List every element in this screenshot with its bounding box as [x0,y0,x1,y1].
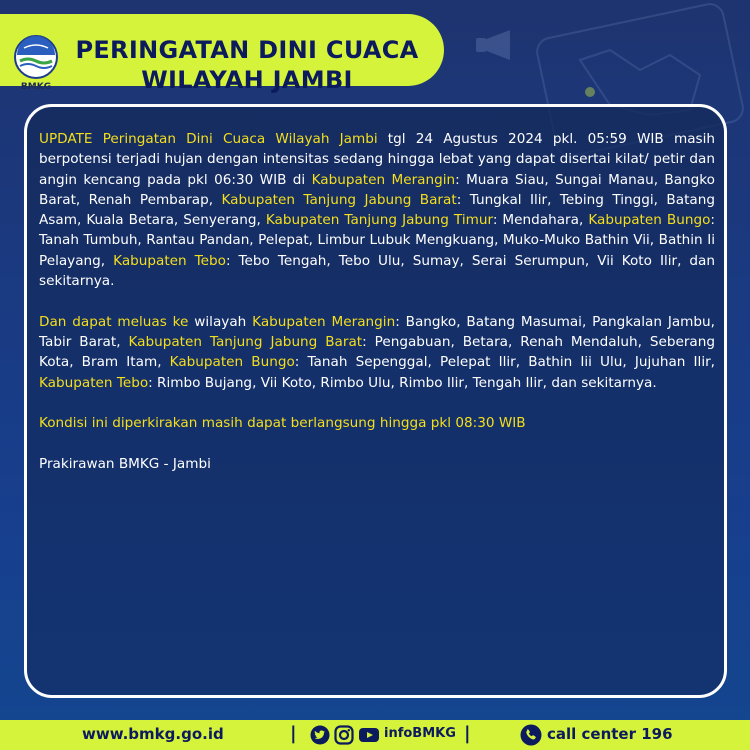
page-title [72,35,422,95]
logo-text: BMKG [20,82,52,92]
update-heading: UPDATE Peringatan Dini Cuaca Wilayah Jambi [39,131,378,147]
social-handle[interactable]: infoBMKG [384,726,456,741]
footer-separator: | [464,723,471,744]
region-label: Kabupaten Bungo [588,212,711,229]
text-span: : Mendahara, [492,212,589,229]
footer-bar [0,720,750,750]
warning-paragraph-1 [39,129,715,291]
text-span: : Pengabuan, Betara, Renah Mendaluh, Seberang Kota, Bram Itam, [39,333,716,371]
spread-heading: Dan dapat meluas ke [39,313,189,330]
warning-content [39,129,715,494]
bmkg-logo [12,34,60,94]
warning-paragraph-2 [39,312,715,393]
instagram-icon[interactable] [334,725,354,745]
signature-text: Prakirawan BMKG - Jambi [39,455,211,472]
header-banner [0,14,444,94]
region-label: Kabupaten Tanjung Jabung Barat [128,333,363,350]
region-label: Kabupaten Bungo [169,354,295,371]
website-link[interactable]: www.bmkg.go.id [82,725,224,743]
footer-separator: | [290,723,297,744]
warning-panel [24,104,727,698]
text-span: : Rimbo Bujang, Vii Koto, Rimbo Ulu, Rimbo Ilir, Tengah Ilir, dan sekitarnya. [148,374,657,391]
youtube-icon[interactable] [358,725,380,745]
region-label: Kabupaten Merangin [252,313,396,330]
social-icons [310,725,380,745]
text-span: : Bangko, Batang Masumai, Pangkalan Jambu, Tabir Barat, [39,313,715,350]
text-span: : Tanah Tumbuh, Rantau Pandan, Pelepat, Limbur Lubuk Mengkuang, Muko-Muko Bathin Vii, Bathin Ii Pelayang, [39,212,715,269]
call-center-text[interactable]: call center 196 [547,725,673,743]
title-line-2: WILAYAH JAMBI [141,66,353,94]
text-span: wilayah [188,313,253,330]
region-label: Kabupaten Tebo [113,252,226,269]
bmkg-logo-icon [12,34,60,80]
condition-text: Kondisi ini diperkirakan masih dapat berlangsung hingga pkl 08:30 WIB [39,415,526,432]
text-span: : Muara Siau, Sungai Manau, Bangko Barat, Renah Pembarap, [39,171,715,208]
text-span: : Tebo Tengah, Tebo Ulu, Sumay, Serai Serumpun, Vii Koto Ilir, dan sekitarnya. [39,252,716,290]
twitter-icon[interactable] [310,725,330,745]
title-line-1: PERINGATAN DINI CUACA [75,36,419,64]
text-span: : Tungkal Ilir, Tebing Tinggi, Batang Asam, Kuala Betara, Senyerang, [39,191,715,229]
region-label: Kabupaten Tanjung Jabung Timur [265,212,493,229]
region-label: Kabupaten Tanjung Jabung Barat [221,191,457,208]
region-label: Kabupaten Merangin [311,171,456,188]
phone-icon[interactable] [520,724,542,746]
text-span: : Tanah Sepenggal, Pelepat Ilir, Bathin Iii Ulu, Jujuhan Ilir, [294,354,716,371]
region-label: Kabupaten Tebo [39,374,149,391]
text-span: tgl 24 Agustus 2024 pkl. 05:59 WIB masih berpotensi terjadi hujan dengan intensitas sedang hingga lebat yang dapat disertai kilat/ petir dan angin kencang pada pkl 06:30 WIB di [39,131,715,188]
